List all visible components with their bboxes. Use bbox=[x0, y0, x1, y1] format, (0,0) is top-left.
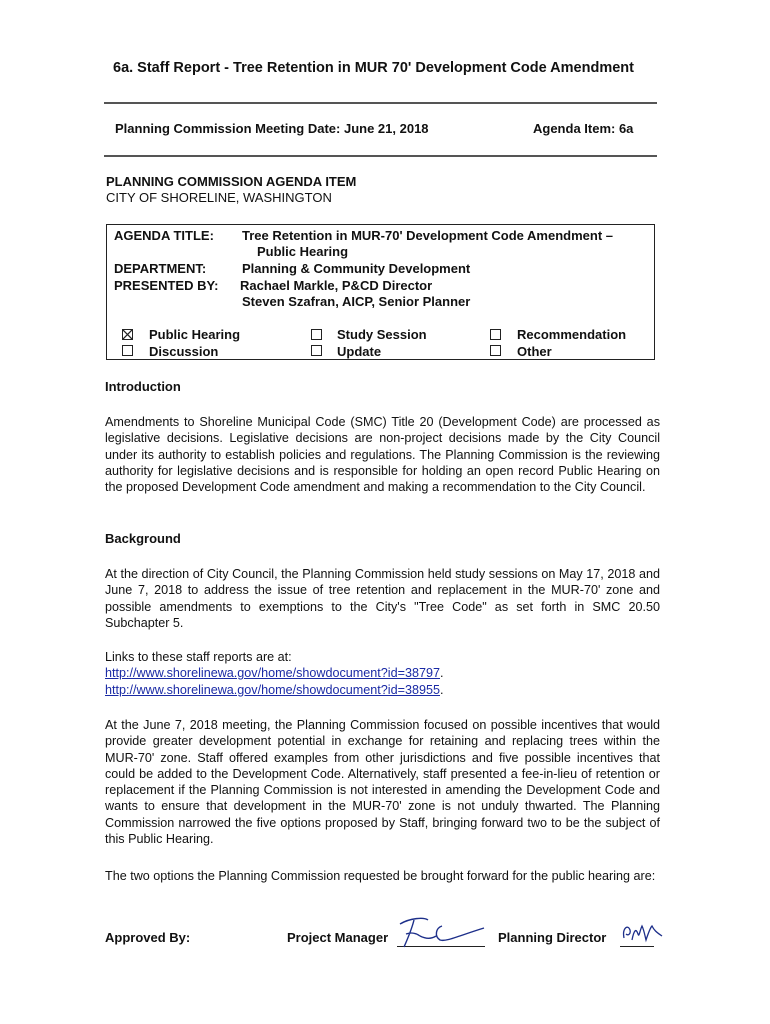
project-manager-signature bbox=[396, 914, 488, 950]
approved-by-label: Approved By: bbox=[105, 930, 191, 945]
bottom-divider bbox=[104, 155, 657, 157]
project-manager-label: Project Manager bbox=[287, 930, 389, 945]
department-value: Planning & Community Development bbox=[242, 261, 471, 276]
background-paragraph-2: At the June 7, 2018 meeting, the Planning Commission focused on possible incentives that would provide greater development potential in exchange for retaining and replacing trees within the MUR-70' zone. Staff offered examples from other jurisdictions and five possible incentives that could be added to the Development Code. Alternatively, staff presented a fee-in-lieu of retention or replacement if the Planning Commission is not interested in amending the Development Code and wants to ensure that development in the MUR-70' zone is not unduly thwarted. The Planning Commission narrowed the five options proposed by Staff, bringing forward two to be the subject of this Public Hearing. bbox=[105, 718, 660, 847]
document-title: 6a. Staff Report - Tree Retention in MUR 70' Development Code Amendment bbox=[113, 60, 634, 76]
recommendation-label: Recommendation bbox=[517, 327, 627, 342]
public-hearing-checkbox[interactable] bbox=[122, 329, 133, 340]
other-label: Other bbox=[517, 344, 552, 359]
agenda-heading: PLANNING COMMISSION AGENDA ITEM bbox=[106, 174, 357, 189]
discussion-label: Discussion bbox=[149, 344, 219, 359]
presenter-director: Rachael Markle, P&CD Director bbox=[240, 278, 433, 293]
city-name: CITY OF SHORELINE, WASHINGTON bbox=[106, 190, 332, 205]
links-intro: Links to these staff reports are at: bbox=[105, 650, 292, 664]
agenda-details-box bbox=[106, 224, 655, 360]
introduction-paragraph: Amendments to Shoreline Municipal Code (SMC) Title 20 (Development Code) are processed as legislative decisions. Legislative decisions are non-project decisions made by the City Council under its authority to establish policies and regulations. The Planning Commission is the reviewing authority for legislative decisions and is responsible for holding an open record Public Hearing on the proposed Development Code amendment and making a recommendation to the City Council. bbox=[105, 415, 660, 495]
update-checkbox[interactable] bbox=[311, 345, 322, 356]
planning-director-label: Planning Director bbox=[498, 930, 607, 945]
recommendation-checkbox[interactable] bbox=[490, 329, 501, 340]
meeting-date: Planning Commission Meeting Date: June 21, 2018 bbox=[115, 121, 429, 136]
other-checkbox[interactable] bbox=[490, 345, 501, 356]
agenda-heading-block bbox=[106, 174, 356, 206]
background-paragraph-1: At the direction of City Council, the Planning Commission held study sessions on May 17, 2018 and June 7, 2018 to address the issue of tree retention and replacement in the MUR-70' zone and possible amendments to exemptions to the City's "Tree Code" as set forth in SMC 20.50 Subchapter 5. bbox=[105, 567, 660, 630]
presenter-planner: Steven Szafran, AICP, Senior Planner bbox=[242, 294, 471, 309]
agenda-title-label: AGENDA TITLE: bbox=[114, 228, 214, 243]
agenda-title-value: Tree Retention in MUR-70' Development Code Amendment – bbox=[242, 228, 614, 243]
agenda-title-value-cont: Public Hearing bbox=[257, 244, 349, 259]
discussion-checkbox[interactable] bbox=[122, 345, 133, 356]
agenda-item-number: Agenda Item: 6a bbox=[533, 121, 634, 136]
checked-x-icon bbox=[123, 330, 132, 339]
planning-director-signature-line bbox=[620, 946, 654, 947]
introduction-heading: Introduction bbox=[105, 379, 181, 394]
study-session-checkbox[interactable] bbox=[311, 329, 322, 340]
study-session-label: Study Session bbox=[337, 327, 427, 342]
presented-by-label: PRESENTED BY: bbox=[114, 278, 219, 293]
staff-report-link-2[interactable]: http://www.shorelinewa.gov/home/showdocument?id=38955 bbox=[105, 682, 440, 697]
background-heading: Background bbox=[105, 531, 181, 546]
top-divider bbox=[104, 102, 657, 104]
links-block: Links to these staff reports are at: http://www.shorelinewa.gov/home/showdocument?id=38797. http://www.shorelinewa.gov/home/showdocument?id=38955. bbox=[105, 649, 660, 698]
update-label: Update bbox=[337, 344, 382, 359]
staff-report-link-1[interactable]: http://www.shorelinewa.gov/home/showdocument?id=38797 bbox=[105, 666, 440, 681]
background-paragraph-3: The two options the Planning Commission requested be brought forward for the public hearing are: bbox=[105, 869, 656, 883]
department-label: DEPARTMENT: bbox=[114, 261, 207, 276]
public-hearing-label: Public Hearing bbox=[149, 327, 241, 342]
planning-director-initials bbox=[618, 918, 666, 946]
